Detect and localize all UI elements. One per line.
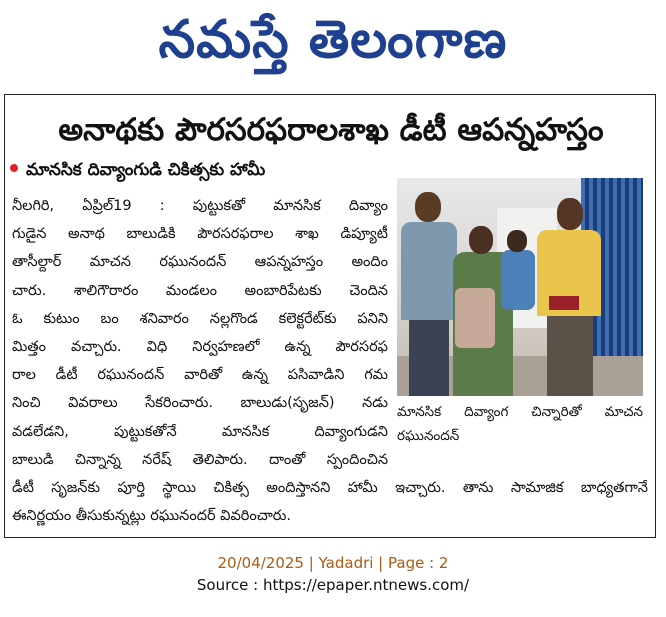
body-line: వడలేడని, పుట్టుకతోనే మానసిక దివ్యాంగుడని (12, 423, 388, 440)
article-body-wide (12, 474, 648, 530)
person-figure (415, 192, 441, 222)
child-figure (507, 230, 527, 252)
body-line: చారు. శాలిగౌరారం మండలం అంబారిపేటకు చెందిన (12, 282, 388, 299)
body-line: డీటీ సృజన్‌కు పూర్తి స్థాయి చికిత్స అందిస్తానని హామీ ఇచ్చారు. తాను సామాజిక బాధ్యతగానే (12, 480, 648, 496)
person-figure (557, 198, 583, 230)
newspaper-masthead: నమస్తే తెలంగాణ (158, 10, 508, 70)
photo-caption (397, 400, 643, 448)
body-line: గుడైన అనాథ బాలుడికి పౌరసరఫరాల శాఖ డిప్యూటీ (12, 226, 388, 243)
footer-source: Source : https://epaper.ntnews.com/ (196, 576, 470, 594)
bullet-icon (10, 164, 18, 172)
body-line: నించి వివరాలు సేకరించారు. బాలుడు(సృజన్) నడు (12, 395, 388, 412)
subhead-text: మానసిక దివ్యాంగుడి చికిత్సకు హామీ (26, 160, 266, 180)
body-line: ఓ కుటుం బం శనివారం నల్లగొండ కలెక్టరేట్‌కు పనిని (12, 310, 388, 327)
person-figure (547, 314, 593, 396)
body-line: తాసీల్దార్ మాచన రఘునందన్ ఆపన్నహస్తం అందిం (12, 254, 388, 271)
child-figure (501, 250, 535, 310)
body-line: బాలుడి చిన్నాన్న నరేష్ తెలిపారు. దాంతో స్పందించిన (12, 451, 388, 468)
person-figure (469, 226, 493, 254)
clipping-footer (0, 552, 666, 596)
article-photo (397, 178, 643, 396)
caption-line: మానసిక దివ్యాంగ చిన్నారితో మాచన (397, 404, 643, 420)
footer-meta: 20/04/2025 | Yadadri | Page : 2 (217, 554, 449, 572)
body-line: ఈనిర్ణయం తీసుకున్నట్లు రఘునందర్ వివరించారు. (12, 508, 291, 524)
person-figure (455, 288, 495, 348)
book-icon (549, 296, 579, 310)
article-subhead (10, 156, 265, 184)
body-line: నీలగిరి, ఏప్రిల్19 : పుట్టుకతో మానసిక దివ్యాం (12, 198, 388, 214)
person-figure (409, 318, 449, 396)
caption-line: రఘునందన్ (397, 428, 460, 444)
body-line: మిత్తం వచ్చారు. విధి నిర్వహణలో ఉన్న పౌరసరఫ (12, 338, 388, 355)
article-headline: అనాథకు పౌరసరఫరాలశాఖ డీటీ ఆపన్నహస్తం (58, 112, 604, 148)
body-line: రాల డీటీ రఘునందన్ వారితో ఉన్న పసివాడిని గమ (12, 367, 388, 384)
article-body-column (12, 192, 388, 474)
person-figure (401, 222, 457, 320)
